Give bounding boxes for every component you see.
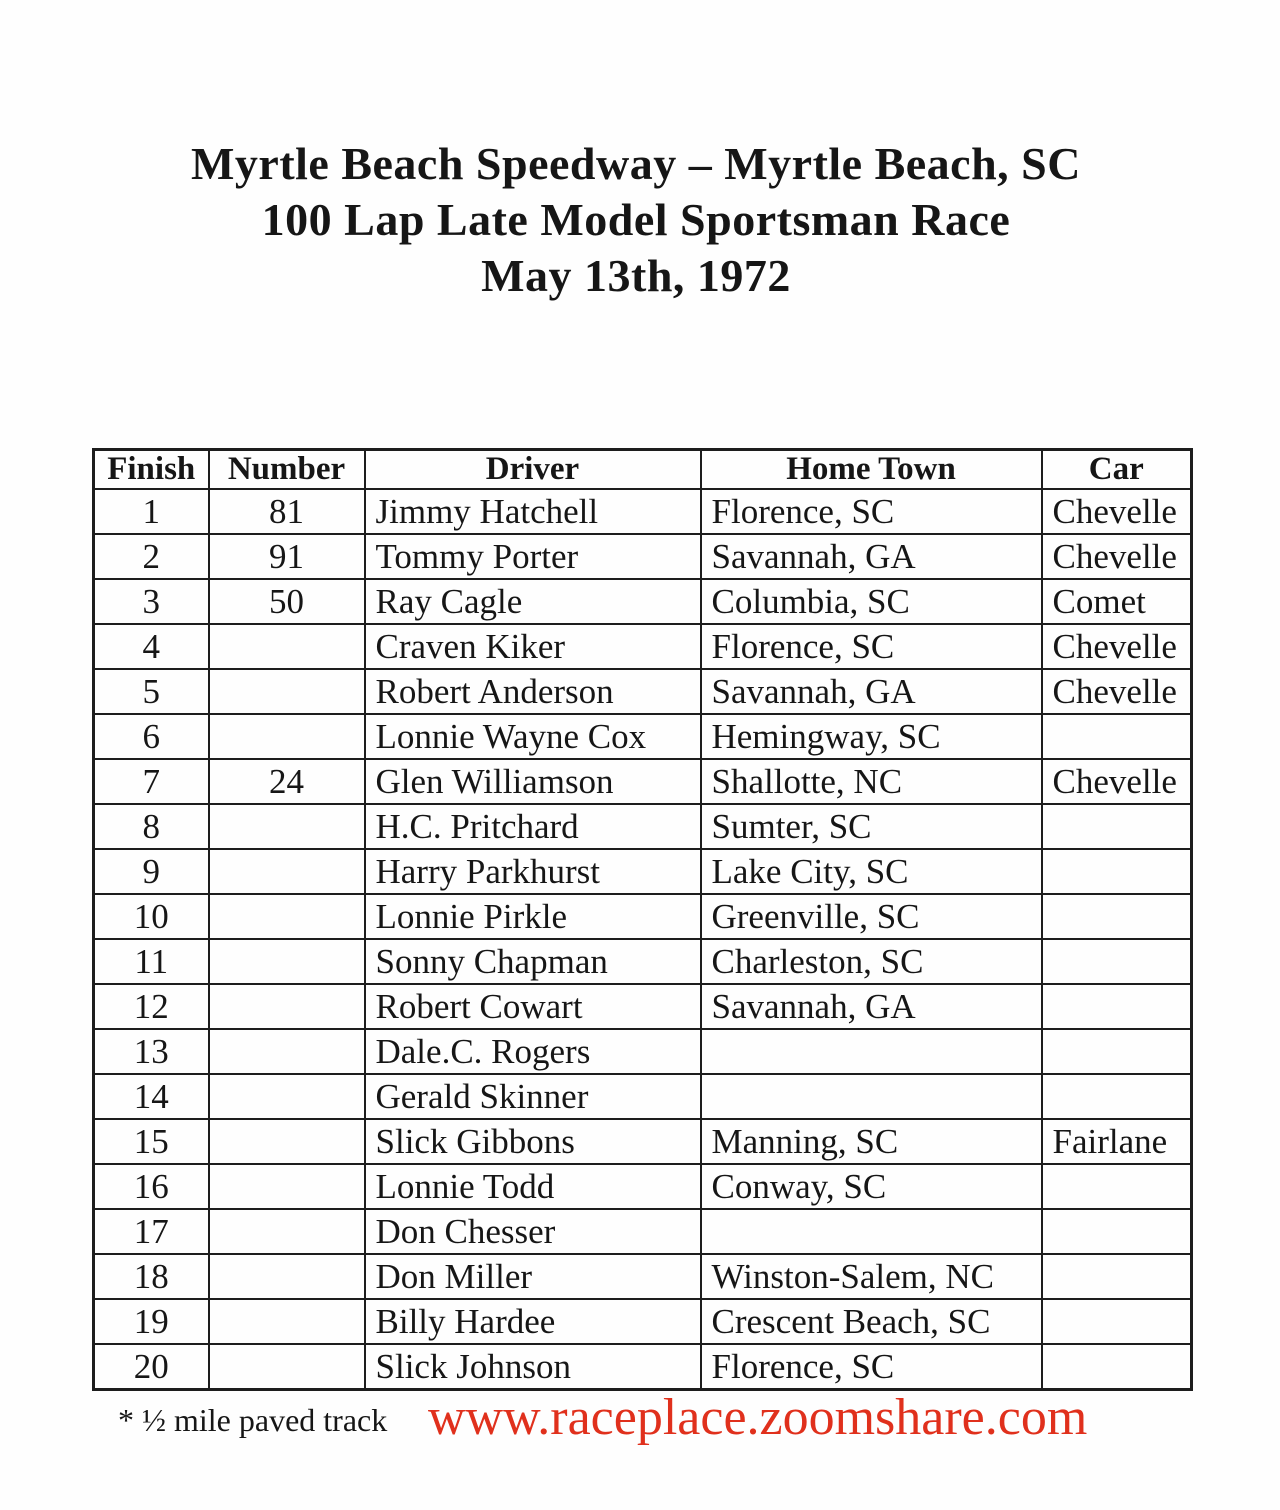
cell-finish: 9 xyxy=(94,849,209,894)
table-row xyxy=(94,1254,1192,1299)
table-row xyxy=(94,1344,1192,1390)
cell-car xyxy=(1042,1164,1192,1209)
title-line-track: Myrtle Beach Speedway – Myrtle Beach, SC xyxy=(190,138,1081,189)
title-line-race: 100 Lap Late Model Sportsman Race xyxy=(261,194,1011,245)
column-header-number: Number xyxy=(209,450,365,490)
cell-home-town xyxy=(701,1029,1042,1074)
cell-car xyxy=(1042,714,1192,759)
cell-driver: Tommy Porter xyxy=(365,534,701,579)
cell-driver: Gerald Skinner xyxy=(365,1074,701,1119)
cell-finish: 1 xyxy=(94,489,209,534)
table-row xyxy=(94,1119,1192,1164)
cell-home-town: Crescent Beach, SC xyxy=(701,1299,1042,1344)
cell-finish: 11 xyxy=(94,939,209,984)
cell-home-town: Winston-Salem, NC xyxy=(701,1254,1042,1299)
cell-home-town: Conway, SC xyxy=(701,1164,1042,1209)
cell-driver: Jimmy Hatchell xyxy=(365,489,701,534)
cell-finish: 5 xyxy=(94,669,209,714)
cell-finish: 3 xyxy=(94,579,209,624)
cell-number xyxy=(209,1299,365,1344)
cell-car xyxy=(1042,939,1192,984)
cell-home-town xyxy=(701,1209,1042,1254)
cell-home-town: Charleston, SC xyxy=(701,939,1042,984)
cell-number xyxy=(209,894,365,939)
cell-home-town: Sumter, SC xyxy=(701,804,1042,849)
cell-number xyxy=(209,1209,365,1254)
cell-driver: Ray Cagle xyxy=(365,579,701,624)
cell-finish: 2 xyxy=(94,534,209,579)
cell-driver: Glen Williamson xyxy=(365,759,701,804)
table-row xyxy=(94,1299,1192,1344)
cell-finish: 16 xyxy=(94,1164,209,1209)
cell-number xyxy=(209,1119,365,1164)
cell-number: 81 xyxy=(209,489,365,534)
cell-number xyxy=(209,624,365,669)
cell-home-town: Manning, SC xyxy=(701,1119,1042,1164)
table-row xyxy=(94,939,1192,984)
cell-finish: 13 xyxy=(94,1029,209,1074)
cell-finish: 15 xyxy=(94,1119,209,1164)
cell-finish: 17 xyxy=(94,1209,209,1254)
cell-car: Fairlane xyxy=(1042,1119,1192,1164)
cell-home-town: Savannah, GA xyxy=(701,984,1042,1029)
cell-car: Chevelle xyxy=(1042,489,1192,534)
cell-driver: Lonnie Wayne Cox xyxy=(365,714,701,759)
document-title xyxy=(0,136,1272,304)
table-row xyxy=(94,984,1192,1029)
cell-number xyxy=(209,669,365,714)
cell-number xyxy=(209,939,365,984)
table-row xyxy=(94,714,1192,759)
table-row xyxy=(94,579,1192,624)
cell-number: 50 xyxy=(209,579,365,624)
cell-home-town: Shallotte, NC xyxy=(701,759,1042,804)
cell-finish: 8 xyxy=(94,804,209,849)
track-footnote: * ½ mile paved track xyxy=(118,1402,388,1438)
cell-number xyxy=(209,984,365,1029)
cell-car: Chevelle xyxy=(1042,624,1192,669)
cell-finish: 4 xyxy=(94,624,209,669)
cell-number xyxy=(209,1029,365,1074)
cell-driver: H.C. Pritchard xyxy=(365,804,701,849)
cell-finish: 12 xyxy=(94,984,209,1029)
cell-home-town: Lake City, SC xyxy=(701,849,1042,894)
title-line-date: May 13th, 1972 xyxy=(481,250,791,301)
cell-car xyxy=(1042,1254,1192,1299)
table-row xyxy=(94,894,1192,939)
cell-home-town: Savannah, GA xyxy=(701,534,1042,579)
column-header-driver: Driver xyxy=(365,450,701,490)
cell-driver: Robert Cowart xyxy=(365,984,701,1029)
cell-car xyxy=(1042,894,1192,939)
column-header-home-town: Home Town xyxy=(701,450,1042,490)
cell-driver: Don Miller xyxy=(365,1254,701,1299)
cell-car: Chevelle xyxy=(1042,759,1192,804)
table-row xyxy=(94,804,1192,849)
table-row xyxy=(94,1074,1192,1119)
cell-driver: Don Chesser xyxy=(365,1209,701,1254)
cell-finish: 20 xyxy=(94,1344,209,1390)
cell-driver: Craven Kiker xyxy=(365,624,701,669)
cell-home-town: Florence, SC xyxy=(701,1344,1042,1390)
cell-driver: Sonny Chapman xyxy=(365,939,701,984)
cell-driver: Lonnie Pirkle xyxy=(365,894,701,939)
cell-number xyxy=(209,1344,365,1390)
column-header-finish: Finish xyxy=(94,450,209,490)
cell-number xyxy=(209,1074,365,1119)
cell-car: Chevelle xyxy=(1042,669,1192,714)
cell-car: Chevelle xyxy=(1042,534,1192,579)
cell-number: 24 xyxy=(209,759,365,804)
cell-number xyxy=(209,1164,365,1209)
cell-car xyxy=(1042,804,1192,849)
cell-driver: Dale.C. Rogers xyxy=(365,1029,701,1074)
results-table-body xyxy=(94,489,1192,1390)
cell-finish: 6 xyxy=(94,714,209,759)
table-row xyxy=(94,849,1192,894)
cell-finish: 7 xyxy=(94,759,209,804)
cell-car xyxy=(1042,1209,1192,1254)
table-row xyxy=(94,669,1192,714)
table-row xyxy=(94,624,1192,669)
cell-number xyxy=(209,804,365,849)
cell-finish: 19 xyxy=(94,1299,209,1344)
race-results-table xyxy=(92,448,1193,1391)
cell-car xyxy=(1042,1074,1192,1119)
cell-number xyxy=(209,714,365,759)
cell-home-town: Savannah, GA xyxy=(701,669,1042,714)
cell-home-town: Florence, SC xyxy=(701,624,1042,669)
cell-finish: 10 xyxy=(94,894,209,939)
cell-home-town: Hemingway, SC xyxy=(701,714,1042,759)
cell-car xyxy=(1042,1299,1192,1344)
cell-number xyxy=(209,849,365,894)
cell-car xyxy=(1042,849,1192,894)
table-row xyxy=(94,759,1192,804)
cell-driver: Lonnie Todd xyxy=(365,1164,701,1209)
cell-home-town xyxy=(701,1074,1042,1119)
cell-driver: Slick Johnson xyxy=(365,1344,701,1390)
cell-driver: Slick Gibbons xyxy=(365,1119,701,1164)
cell-driver: Billy Hardee xyxy=(365,1299,701,1344)
cell-number: 91 xyxy=(209,534,365,579)
cell-number xyxy=(209,1254,365,1299)
header-row xyxy=(94,450,1192,490)
table-row xyxy=(94,534,1192,579)
cell-finish: 18 xyxy=(94,1254,209,1299)
website-url: www.raceplace.zoomshare.com xyxy=(428,1389,1088,1446)
cell-car xyxy=(1042,1029,1192,1074)
cell-car xyxy=(1042,1344,1192,1390)
cell-home-town: Greenville, SC xyxy=(701,894,1042,939)
table-row xyxy=(94,489,1192,534)
cell-finish: 14 xyxy=(94,1074,209,1119)
cell-home-town: Florence, SC xyxy=(701,489,1042,534)
cell-driver: Harry Parkhurst xyxy=(365,849,701,894)
table-row xyxy=(94,1164,1192,1209)
table-row xyxy=(94,1209,1192,1254)
cell-driver: Robert Anderson xyxy=(365,669,701,714)
cell-home-town: Columbia, SC xyxy=(701,579,1042,624)
cell-car xyxy=(1042,984,1192,1029)
column-header-car: Car xyxy=(1042,450,1192,490)
table-row xyxy=(94,1029,1192,1074)
cell-car: Comet xyxy=(1042,579,1192,624)
